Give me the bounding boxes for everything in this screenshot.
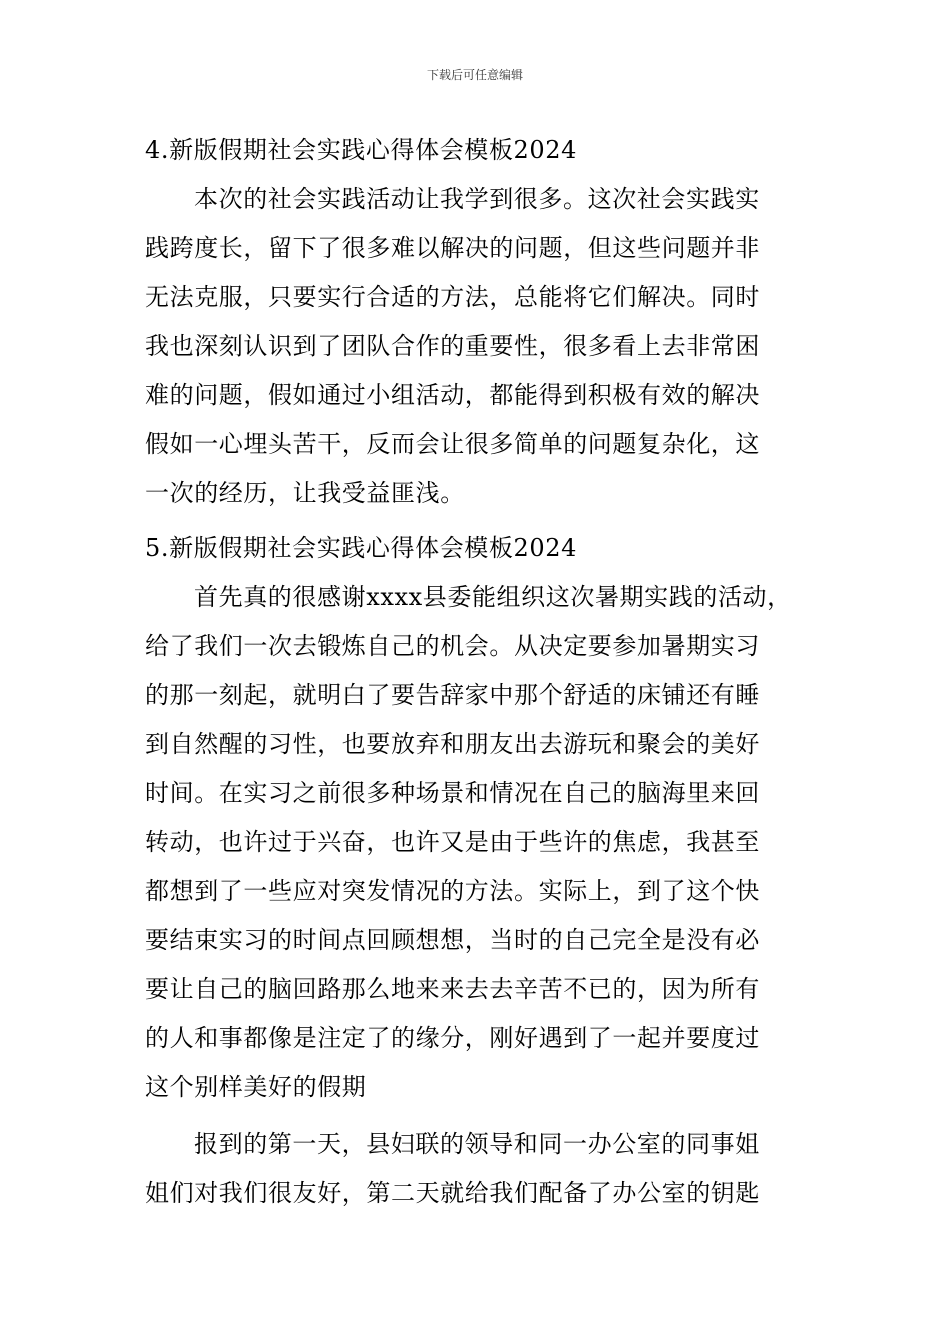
body-line: 假如一心埋头苦干，反而会让很多简单的问题复杂化，这	[145, 430, 760, 458]
body-line: 无法克服，只要实行合适的方法，总能将它们解决。同时	[145, 283, 760, 311]
body-line: 要结束实习的时间点回顾想想，当时的自己完全是没有必	[145, 926, 760, 954]
body-line: 本次的社会实践活动让我学到很多。这次社会实践实	[194, 185, 760, 213]
body-line: 践跨度长，留下了很多难以解决的问题，但这些问题并非	[145, 234, 760, 262]
section-5-heading: 5.新版假期社会实践心得体会模板2024	[145, 534, 577, 562]
section-4-heading: 4.新版假期社会实践心得体会模板2024	[145, 136, 577, 164]
body-line: 报到的第一天，县妇联的领导和同一办公室的同事姐	[194, 1130, 760, 1158]
body-line: 难的问题，假如通过小组活动，都能得到积极有效的解决	[145, 381, 760, 409]
body-line: 的人和事都像是注定了的缘分，刚好遇到了一起并要度过	[145, 1024, 760, 1052]
body-line: 到自然醒的习性，也要放弃和朋友出去游玩和聚会的美好	[145, 730, 760, 758]
body-line: 首先真的很感谢xxxx县委能组织这次暑期实践的活动，	[194, 583, 792, 611]
body-line: 时间。在实习之前很多种场景和情况在自己的脑海里来回	[145, 779, 760, 807]
body-line: 的那一刻起，就明白了要告辞家中那个舒适的床铺还有睡	[145, 681, 760, 709]
body-line: 要让自己的脑回路那么地来来去去辛苦不已的，因为所有	[145, 975, 760, 1003]
body-line: 转动，也许过于兴奋，也许又是由于些许的焦虑，我甚至	[145, 828, 760, 856]
body-line: 给了我们一次去锻炼自己的机会。从决定要参加暑期实习	[145, 632, 760, 660]
body-line: 姐们对我们很友好，第二天就给我们配备了办公室的钥匙	[145, 1179, 760, 1207]
header-note: 下载后可任意编辑	[426, 68, 523, 82]
body-line: 一次的经历，让我受益匪浅。	[145, 479, 465, 507]
body-line: 这个别样美好的假期	[145, 1073, 367, 1101]
body-line: 都想到了一些应对突发情况的方法。实际上，到了这个快	[145, 877, 760, 905]
body-line: 我也深刻认识到了团队合作的重要性，很多看上去非常困	[145, 332, 760, 360]
